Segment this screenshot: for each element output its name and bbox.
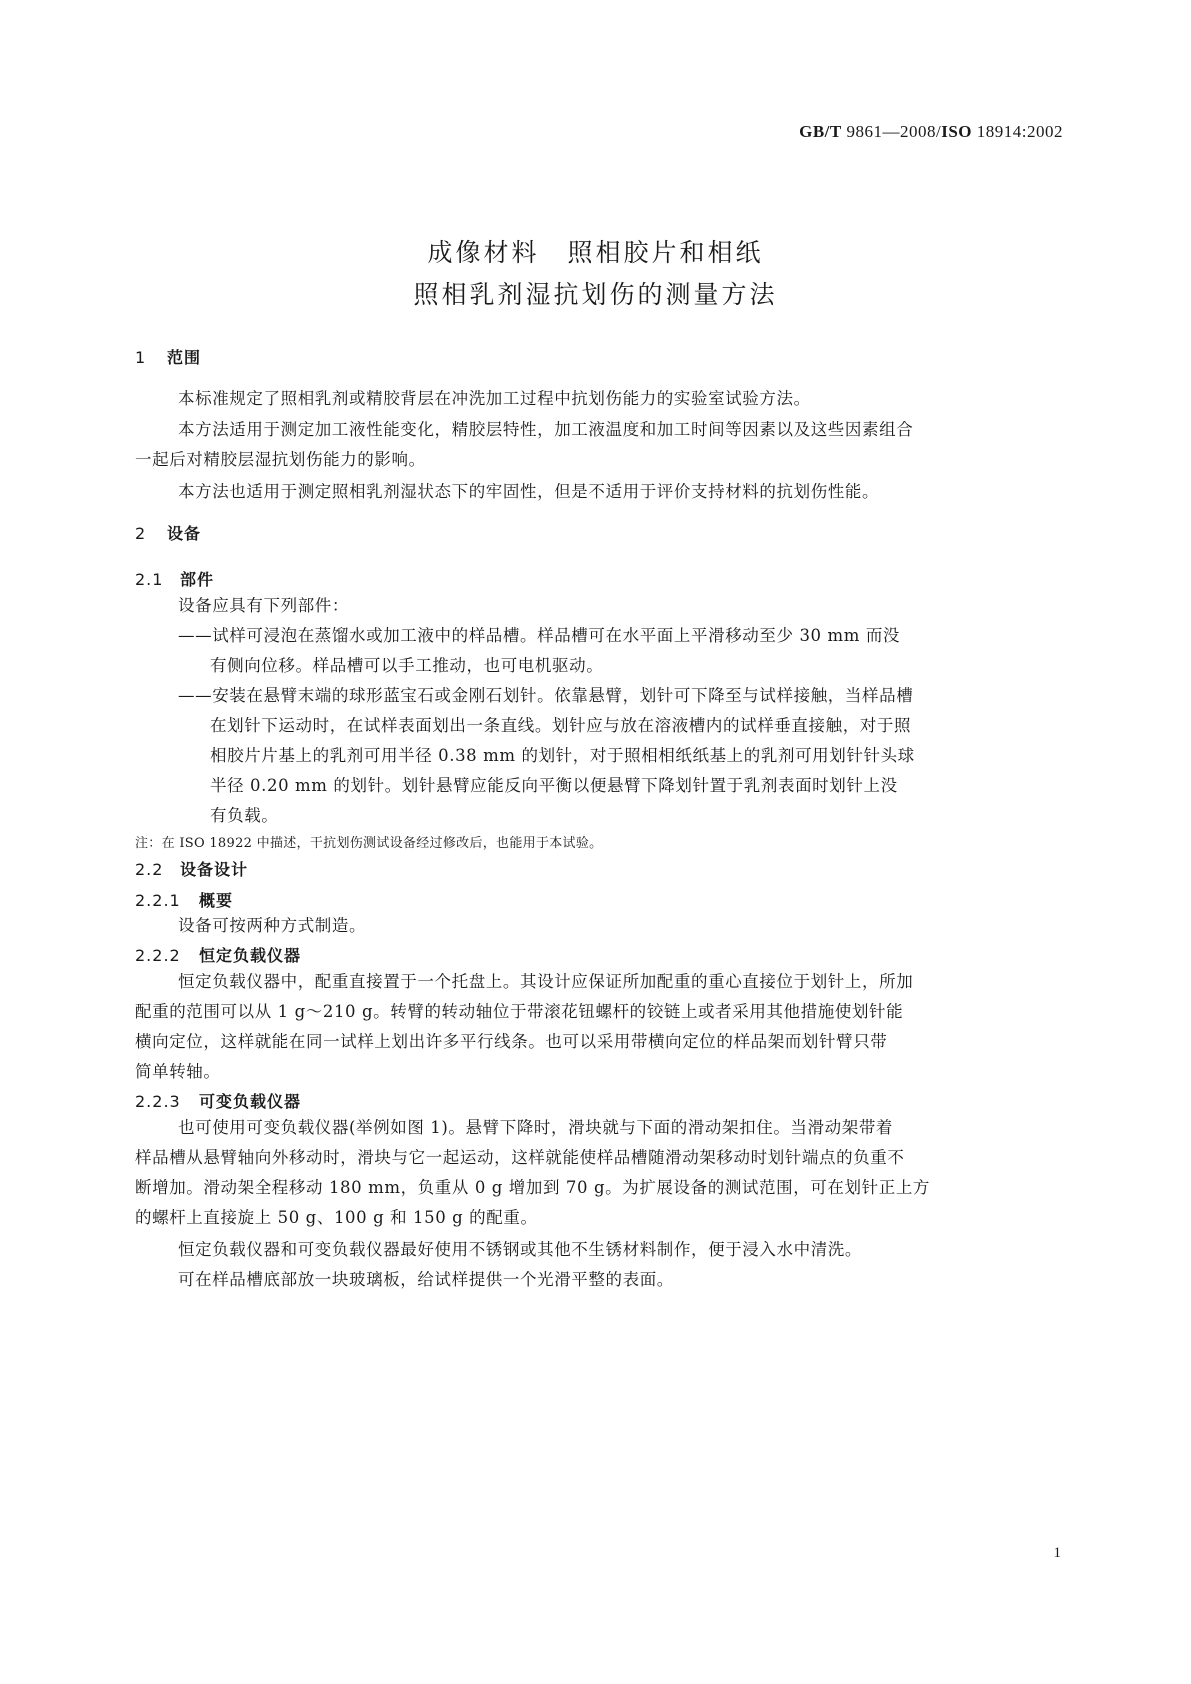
standard-number (799, 122, 1063, 142)
paragraph: 本方法适用于测定加工液性能变化，精胶层特性，加工液温度和加工时间等因素以及这些因素组合 (178, 420, 914, 439)
section-number: 2.2.1 (135, 891, 181, 910)
section-number: 2 (135, 524, 147, 543)
std-iso-prefix: ISO (941, 122, 973, 141)
subsection-2-2-1-heading (135, 888, 233, 911)
paragraph-continuation: 的螺杆上直接旋上 50 g、100 g 和 150 g 的配重。 (135, 1208, 538, 1227)
paragraph-continuation: 横向定位，这样就能在同一试样上划出许多平行线条。也可以采用带横向定位的样品架而划针臂只带 (135, 1032, 888, 1051)
list-item-continuation: 在划针下运动时，在试样表面划出一条直线。划针应与放在溶液槽内的试样垂直接触，对于照 (210, 716, 912, 735)
section-title: 设备设计 (180, 860, 249, 879)
subsection-2-2-3-heading (135, 1089, 301, 1112)
std-gb-prefix: GB/T (799, 122, 842, 141)
document-title-line1: 成像材料 照相胶片和相纸 (427, 238, 764, 267)
list-item: ——安装在悬臂末端的球形蓝宝石或金刚石划针。依靠悬臂，划针可下降至与试样接触，当样品槽 (178, 686, 914, 705)
paragraph: 设备可按两种方式制造。 (178, 916, 367, 935)
paragraph: 恒定负载仪器和可变负载仪器最好使用不锈钢或其他不生锈材料制作，便于浸入水中清洗。 (178, 1240, 862, 1259)
section-number: 2.2.3 (135, 1092, 181, 1111)
section-1-heading (135, 345, 201, 368)
section-number: 1 (135, 348, 147, 367)
paragraph: 本标准规定了照相乳剂或精胶背层在冲洗加工过程中抗划伤能力的实验室试验方法。 (178, 389, 811, 408)
subsection-2-2-heading (135, 857, 248, 880)
section-number: 2.2.2 (135, 946, 181, 965)
paragraph-continuation: 一起后对精胶层湿抗划伤能力的影响。 (135, 450, 426, 469)
section-title: 部件 (180, 570, 215, 589)
document-title-line2: 照相乳剂湿抗划伤的测量方法 (413, 280, 778, 309)
paragraph-continuation: 断增加。滑动架全程移动 180 mm，负重从 0 g 增加到 70 g。为扩展设备的测试范围，可在划针正上方 (135, 1178, 931, 1197)
section-title: 范围 (167, 348, 202, 367)
list-item-continuation: 有负载。 (210, 806, 279, 825)
section-number: 2.2 (135, 860, 164, 879)
section-title: 设备 (167, 524, 202, 543)
note: 注：在 ISO 18922 中描述，干抗划伤测试设备经过修改后，也能用于本试验。 (135, 836, 603, 851)
list-item-continuation: 相胶片片基上的乳剂可用半径 0.38 mm 的划针，对于照相相纸纸基上的乳剂可用划针针头球 (210, 746, 915, 765)
section-2-heading (135, 521, 201, 544)
std-gb-number: 9861—2008/ (841, 122, 942, 141)
paragraph: 可在样品槽底部放一块玻璃板，给试样提供一个光滑平整的表面。 (178, 1270, 674, 1289)
page-number: 1 (1053, 1545, 1061, 1561)
subsection-2-2-2-heading (135, 943, 301, 966)
paragraph-continuation: 配重的范围可以从 1 g～210 g。转臂的转动轴位于带滚花钮螺杆的铰链上或者采用其他措施使划针能 (135, 1002, 904, 1021)
section-title: 可变负载仪器 (199, 1092, 302, 1111)
std-iso-number: 18914:2002 (972, 122, 1063, 141)
list-item-continuation: 有侧向位移。样品槽可以手工推动，也可电机驱动。 (210, 656, 604, 675)
section-number: 2.1 (135, 570, 164, 589)
subsection-2-1-heading (135, 567, 214, 590)
paragraph: 也可使用可变负载仪器(举例如图 1)。悬臂下降时，滑块就与下面的滑动架扣住。当滑动架带着 (178, 1118, 894, 1137)
section-title: 恒定负载仪器 (199, 946, 302, 965)
paragraph-continuation: 简单转轴。 (135, 1062, 221, 1081)
list-item: ——试样可浸泡在蒸馏水或加工液中的样品槽。样品槽可在水平面上平滑移动至少 30 mm 而没 (178, 626, 901, 645)
paragraph: 设备应具有下列部件： (178, 596, 349, 615)
list-item-continuation: 半径 0.20 mm 的划针。划针悬臂应能反向平衡以便悬臂下降划针置于乳剂表面时划针上没 (210, 776, 898, 795)
paragraph: 本方法也适用于测定照相乳剂湿状态下的牢固性，但是不适用于评价支持材料的抗划伤性能。 (178, 482, 880, 501)
paragraph: 恒定负载仪器中，配重直接置于一个托盘上。其设计应保证所加配重的重心直接位于划针上，所加 (178, 972, 914, 991)
paragraph-continuation: 样品槽从悬臂轴向外移动时，滑块与它一起运动，这样就能使样品槽随滑动架移动时划针端点的负重不 (135, 1148, 905, 1167)
section-title: 概要 (199, 891, 234, 910)
